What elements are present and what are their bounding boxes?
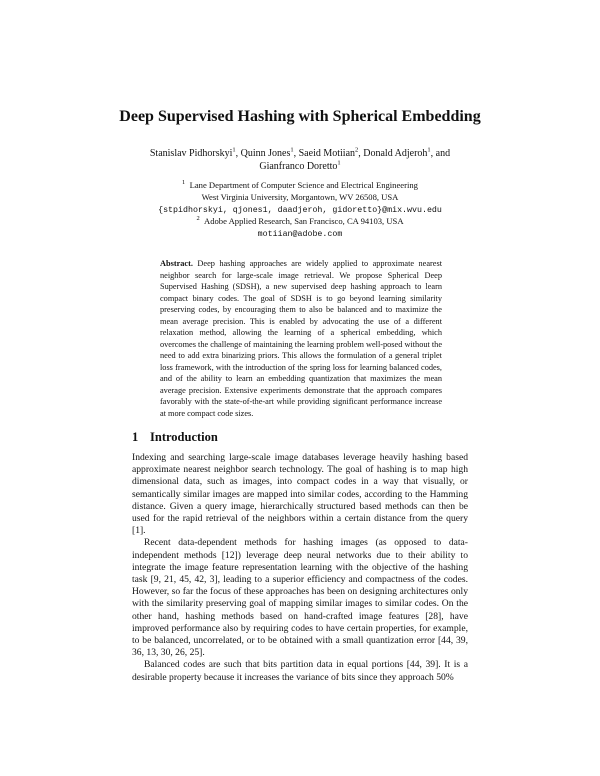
author: Quinn Jones$^1$, [240,146,299,159]
author: Saeid Motiian$^2$, [298,146,364,159]
author: Donald Adjeroh$^1$, and [363,146,451,159]
affiliation-2: $^2$ Adobe Applied Research, San Francisco, CA 94103, USA motiian@adobe.com [196,215,404,240]
paragraph: Balanced codes are such that bits partition data in equal portions [44, 39]. It is a desirable property because it increases the variance of bits since they approach 50% [132,659,468,683]
body-text [132,452,468,684]
paragraph: Indexing and searching large-scale image databases leverage heavily hashing based approximate nearest neighbor search technology. The goal of hashing is to map high dimensional data, such as images, into compact codes in a way that visually, or semantically similar images are mapped into similar codes, according to the Hamming distance. Given a query image, hierarchically structured based methods can then be used for the rapid retrieval of the neighbors within a certain distance from the query [1]. [132,452,468,537]
section-heading [132,430,218,445]
email: motiian@adobe.com [257,230,343,240]
abstract-label: Abstract. [160,259,193,268]
section-number: 1 [132,430,139,444]
abstract-text: Deep hashing approaches are widely applied to approximate nearest neighbor search for large-scale image retrieval. We propose Spherical Deep Supervised Hashing (SDSH), a new supervised deep hashing approach to learn compact binary codes. The goal of SDSH is to go beyond learning similarity preserving codes, by encouraging them to also be balanced and to maximize the mean average precision. This is enabled by advocating the use of a different relaxation method, allowing the learning of a spherical embedding, which overcomes the challenge of maintaining the learning problem well-posed without the need to add extra binarizing priors. This allows the formulation of a general triplet loss framework, with the introduction of the spring loss for learning balanced codes, and of the ability to learn an embedding quantization that maximizes the mean average precision. Extensive experiments demonstrate that the approach compares favorably with the state-of-the-art while providing significant performance increase at more compact code sizes. [160,259,443,418]
email: {stpidhorskyi, qjones1, daadjeroh, gidoretto}@mix.wvu.edu [158,205,442,215]
affiliation-1: $^1$ Lane Department of Computer Science and Electrical Engineering West Virginia University, Morgantown, WV 26508, USA {stpidhorskyi, qjones1, daadjeroh, gidoretto}@mix.wvu.edu [158,179,442,215]
paragraph: Recent data-dependent methods for hashing images (as opposed to data-independent methods [12]) leverage deep neural networks due to their ability to integrate the image feature representation learning with the objective of the hashing task [9, 21, 45, 42, 3], leading to a superior efficiency and compactness of the codes. However, so far the focus of these approaches has been on designing architectures only with the similarity preserving goal of mapping similar images to similar codes. On the other hand, hashing methods based on hand-crafted image features [28], have improved performance also by requiring codes to have certain properties, for example, to be balanced, uncorrelated, or to be obtained with a small quantization error [44, 39, 36, 13, 30, 26, 25]. [132,537,468,659]
abstract [160,258,442,419]
section-title: Introduction [150,430,218,444]
author: Stanislav Pidhorskyi$^1$, [149,146,241,159]
author: Gianfranco Doretto$^1$ [259,159,341,172]
author-list [130,148,470,173]
paper-title: Deep Supervised Hashing with Spherical Embedding [119,108,481,125]
affiliations [150,180,450,241]
